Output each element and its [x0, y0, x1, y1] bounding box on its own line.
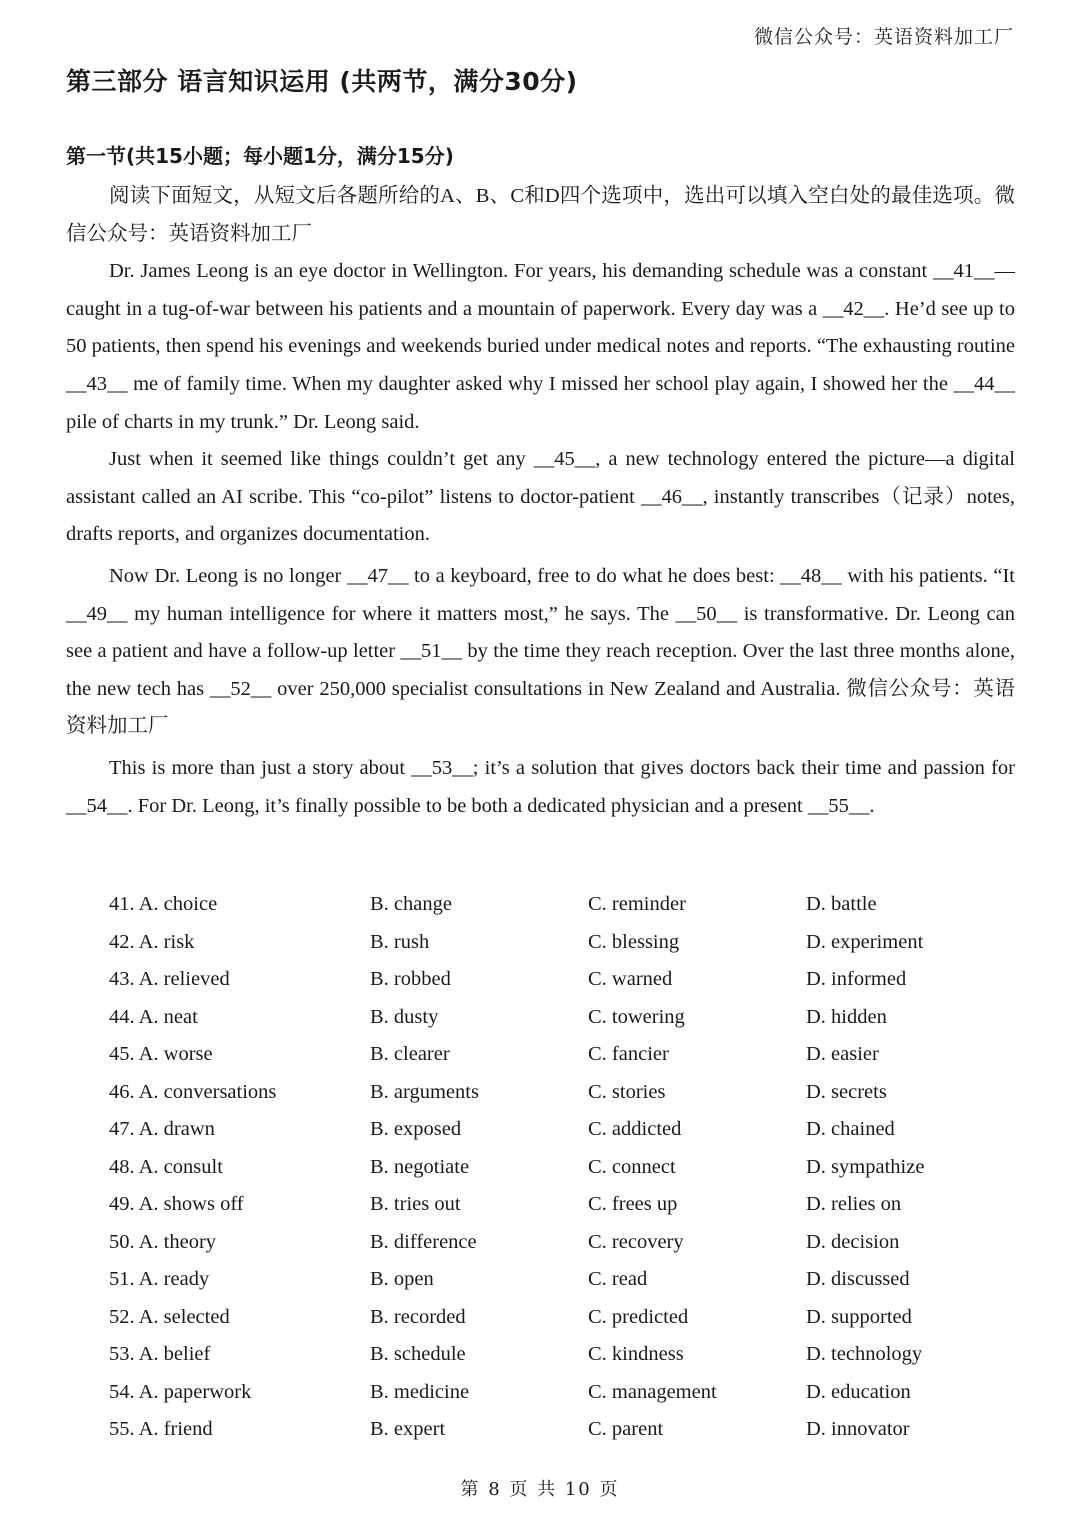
question-row — [109, 1411, 1009, 1449]
option-a: 43. A. relieved — [109, 968, 230, 991]
option-a: 41. A. choice — [109, 893, 218, 916]
option-d: D. experiment — [806, 930, 924, 953]
instructions: 阅读下面短文，从短文后各题所给的A、B、C和D四个选项中，选出可以填入空白处的最佳选项。微信公众号：英语资料加工厂 — [66, 185, 1015, 245]
option-b: B. exposed — [370, 1118, 462, 1141]
option-d: D. hidden — [806, 1005, 887, 1028]
option-b: B. rush — [370, 930, 430, 953]
options-table — [109, 886, 1009, 1449]
option-b: B. clearer — [370, 1043, 450, 1066]
option-c: C. kindness — [588, 1343, 684, 1366]
option-b: B. negotiate — [370, 1155, 470, 1178]
option-c: C. towering — [588, 1005, 685, 1028]
question-row — [109, 1036, 1009, 1074]
option-a: 55. A. friend — [109, 1418, 213, 1441]
passage-paragraph-4: This is more than just a story about __53__; it’s a solution that gives doctors back their time and passion for __54__. For Dr. Leong, it’s finally possible to be both a dedicated physician and a present __55__. — [66, 756, 1015, 817]
option-d: D. supported — [806, 1305, 912, 1328]
option-a: 44. A. neat — [109, 1005, 198, 1028]
option-c: C. connect — [588, 1155, 676, 1178]
option-c: C. management — [588, 1380, 717, 1403]
option-a: 42. A. risk — [109, 930, 195, 953]
option-b: B. schedule — [370, 1343, 466, 1366]
option-b: B. difference — [370, 1230, 477, 1253]
passage-paragraph-3: Now Dr. Leong is no longer __47__ to a keyboard, free to do what he does best: __48__ with his patients. “It __49__ my human intelligence for where it matters most,” he says. The __50__ is transformative. Dr. Leong can see a patient and have a follow-up letter __51__ by the time they reach reception. Over the last three months alone, the new tech has __52__ over 250,000 specialist consultations in New Zealand and Australia. 微信公众号：英语资料加工厂 — [66, 564, 1015, 738]
option-c: C. predicted — [588, 1305, 689, 1328]
option-c: C. read — [588, 1268, 648, 1291]
option-a: 52. A. selected — [109, 1305, 230, 1328]
question-row — [109, 886, 1009, 924]
option-a: 54. A. paperwork — [109, 1380, 252, 1403]
question-row — [109, 1374, 1009, 1412]
option-c: C. frees up — [588, 1193, 678, 1216]
option-d: D. sympathize — [806, 1155, 925, 1178]
option-a: 46. A. conversations — [109, 1080, 277, 1103]
part-title: 第三部分 语言知识运用 (共两节，满分30分) — [66, 67, 578, 96]
question-row — [109, 1336, 1009, 1374]
passage-paragraph-1: Dr. James Leong is an eye doctor in Wellington. For years, his demanding schedule was a constant __41__—caught in a tug-of-war between his patients and a mountain of paperwork. Every day was a __42__. He’d see up to 50 patients, then spend his evenings and weekends buried under medical notes and reports. “The exhausting routine __43__ me of family time. When my daughter asked why I missed her school play again, I showed her the __44__ pile of charts in my trunk.” Dr. Leong said. — [66, 260, 1015, 433]
section-title: 第一节(共15小题；每小题1分，满分15分) — [66, 144, 454, 168]
option-c: C. warned — [588, 968, 673, 991]
option-b: B. tries out — [370, 1193, 461, 1216]
question-row — [109, 1299, 1009, 1337]
option-d: D. secrets — [806, 1080, 887, 1103]
question-row — [109, 1149, 1009, 1187]
question-row — [109, 961, 1009, 999]
question-row — [109, 999, 1009, 1037]
option-d: D. innovator — [806, 1418, 910, 1441]
option-b: B. change — [370, 893, 452, 916]
question-row — [109, 1261, 1009, 1299]
option-d: D. relies on — [806, 1193, 902, 1216]
passage-paragraph-2: Just when it seemed like things couldn’t get any __45__, a new technology entered the picture—a digital assistant called an AI scribe. This “co-pilot” listens to doctor-patient __46__, instantly transcribes（记录）notes, drafts reports, and organizes documentation. — [66, 448, 1015, 546]
option-a: 48. A. consult — [109, 1155, 223, 1178]
option-c: C. blessing — [588, 930, 680, 953]
question-row — [109, 1074, 1009, 1112]
page-number-footer: 第 8 页 共 10 页 — [460, 1479, 620, 1500]
option-d: D. technology — [806, 1343, 923, 1366]
option-c: C. fancier — [588, 1043, 669, 1066]
option-d: D. informed — [806, 968, 907, 991]
question-row — [109, 1111, 1009, 1149]
option-c: C. parent — [588, 1418, 664, 1441]
option-b: B. recorded — [370, 1305, 466, 1328]
option-b: B. expert — [370, 1418, 446, 1441]
header-watermark-note: 微信公众号：英语资料加工厂 — [753, 26, 1014, 48]
option-b: B. arguments — [370, 1080, 479, 1103]
option-b: B. medicine — [370, 1380, 470, 1403]
option-c: C. recovery — [588, 1230, 684, 1253]
option-a: 50. A. theory — [109, 1230, 217, 1253]
option-b: B. open — [370, 1268, 434, 1291]
option-d: D. battle — [806, 893, 877, 916]
option-a: 47. A. drawn — [109, 1118, 215, 1141]
question-row — [109, 1186, 1009, 1224]
option-d: D. decision — [806, 1230, 900, 1253]
option-d: D. discussed — [806, 1268, 910, 1291]
option-b: B. robbed — [370, 968, 451, 991]
option-b: B. dusty — [370, 1005, 439, 1028]
question-row — [109, 924, 1009, 962]
option-c: C. reminder — [588, 893, 686, 916]
option-a: 45. A. worse — [109, 1043, 213, 1066]
option-c: C. addicted — [588, 1118, 682, 1141]
option-c: C. stories — [588, 1080, 666, 1103]
option-d: D. education — [806, 1380, 911, 1403]
option-a: 53. A. belief — [109, 1343, 211, 1366]
option-d: D. easier — [806, 1043, 879, 1066]
option-a: 49. A. shows off — [109, 1193, 244, 1216]
passage-body — [66, 178, 1015, 825]
question-row — [109, 1224, 1009, 1262]
option-d: D. chained — [806, 1118, 895, 1141]
option-a: 51. A. ready — [109, 1268, 210, 1291]
